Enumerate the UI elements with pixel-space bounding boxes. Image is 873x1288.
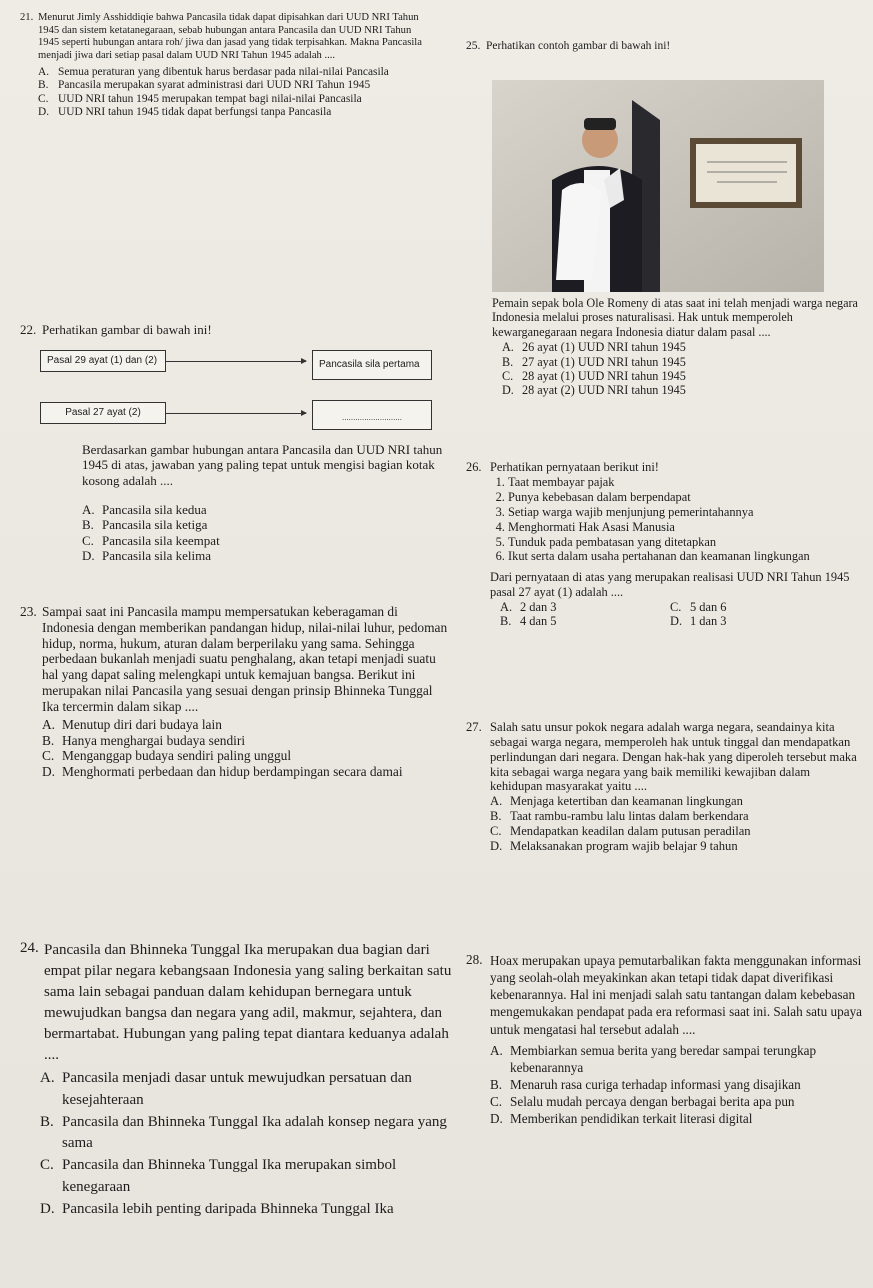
option-a[interactable]: A. Menutup diri dari budaya lain bbox=[42, 716, 222, 732]
option-d[interactable]: D. 28 ayat (2) UUD NRI tahun 1945 bbox=[502, 383, 686, 398]
option-c[interactable]: C. UUD NRI tahun 1945 merupakan tempat bagi nilai-nilai Pancasila bbox=[38, 92, 362, 105]
question-text: Perhatikan contoh gambar di bawah ini! bbox=[486, 40, 671, 52]
question-number: 23. bbox=[20, 604, 37, 619]
option-d[interactable]: D. Memberikan pendidikan terkait literasi digital bbox=[490, 1111, 753, 1127]
option-c[interactable]: C. Selalu mudah percaya dengan berbagai berita apa pun bbox=[490, 1094, 795, 1110]
question-text: Salah satu unsur pokok negara adalah warga negara, seandainya kita sebagai warga negara, memperoleh hak untuk tinggal dan mendapatkan perlindungan dari negara. Dengan hak-hak yang diperoleh tersebut maka kita sebagai warga negara yang baik memiliki kewajiban dalam kehidupan masyarakat yaitu .... bbox=[490, 720, 857, 794]
question-number: 21. bbox=[20, 12, 34, 23]
question-text: Perhatikan gambar di bawah ini! bbox=[42, 322, 212, 337]
question-22-text: Berdasarkan gambar hubungan antara Pancasila dan UUD NRI tahun 1945 di atas, jawaban yang paling tepat untuk mengisi bagian kotak kosong adalah .... bbox=[82, 442, 443, 488]
question-22 bbox=[20, 322, 460, 338]
option-b[interactable]: B. 27 ayat (1) UUD NRI tahun 1945 bbox=[502, 354, 686, 369]
option-d[interactable]: D. UUD NRI tahun 1945 tidak dapat berfungsi tanpa Pancasila bbox=[38, 106, 332, 119]
photo-illustration bbox=[492, 80, 824, 292]
question-text: Pancasila dan Bhinneka Tunggal Ika merupakan dua bagian dari empat pilar negara kebangsaan Indonesia yang saling berkaitan satu sama lain sebagai panduan dalam kehidupan bernegara untuk mewujudkan bangsa dan negara yang adil, makmur, sejahtera, dan bermartabat. Hubungan yang paling tepat diantara keduanya adalah .... bbox=[44, 942, 452, 1063]
left-column bbox=[20, 12, 460, 1217]
option-a[interactable]: A. Membiarkan semua berita yang beredar sampai terungkap kebenarannya bbox=[490, 1042, 817, 1075]
option-d[interactable]: D. Menghormati perbedaan dan hidup berdampingan secara damai bbox=[42, 764, 403, 780]
question-text: Sampai saat ini Pancasila mampu mempersatukan keberagaman di Indonesia dengan memberikan pandangan hidup, nilai-nilai luhur, pedoman hidup, norma, hukum, aturan dalam berperilaku yang sama. Sehingga perbedaan bukanlah menjadi suatu penghalang, akan tetapi menjadi suatu hal yang dapat saling melengkapi untuk kemajuan bangsa. Berikut ini merupakan nilai Pancasila yang sesuai dengan prinsip Bhinneka Tunggal Ika tercermin dalam sikap .... bbox=[42, 604, 448, 714]
option-c[interactable]: C. Pancasila sila keempat bbox=[82, 532, 220, 548]
option-d[interactable]: D. Pancasila sila kelima bbox=[82, 547, 212, 563]
question-28 bbox=[466, 952, 868, 1128]
question-text: Pemain sepak bola Ole Romeny di atas saat ini telah menjadi warga negara Indonesia melalui proses naturalisasi. Hak untuk memperoleh kewarganegaraan negara Indonesia diatur dalam pasal .... bbox=[492, 296, 858, 339]
option-b[interactable]: B. Pancasila dan Bhinneka Tunggal Ika adalah konsep negara yang sama bbox=[40, 1113, 447, 1152]
diagram-arrow bbox=[166, 413, 306, 414]
question-25 bbox=[466, 40, 861, 52]
option-c[interactable]: C. Pancasila dan Bhinneka Tunggal Ika merupakan simbol kenegaraan bbox=[40, 1157, 397, 1195]
statement-list bbox=[490, 475, 864, 564]
question-text: Perhatikan pernyataan berikut ini! bbox=[490, 460, 659, 474]
question-number: 24. bbox=[20, 940, 39, 956]
diagram-box-empty: ........................... bbox=[312, 400, 432, 430]
option-b[interactable]: B. Pancasila sila ketiga bbox=[82, 517, 208, 533]
option-c[interactable]: C. 5 dan 6 bbox=[670, 599, 727, 614]
option-a[interactable]: A. 2 dan 3 bbox=[500, 599, 557, 614]
option-a[interactable]: A. Pancasila sila kedua bbox=[82, 502, 207, 517]
question-24 bbox=[20, 940, 460, 1220]
option-b[interactable]: B. Taat rambu-rambu lalu lintas dalam berkendara bbox=[490, 809, 749, 824]
option-d[interactable]: D. Pancasila lebih penting daripada Bhinneka Tunggal Ika bbox=[40, 1200, 394, 1217]
statement-item: 6. Ikut serta dalam usaha pertahanan dan keamanan lingkungan bbox=[508, 549, 864, 564]
option-c[interactable]: C. Mendapatkan keadilan dalam putusan peradilan bbox=[490, 824, 751, 839]
statement-item: 4. Menghormati Hak Asasi Manusia bbox=[508, 520, 864, 535]
question-27 bbox=[466, 720, 866, 854]
statement-item: 2. Punya kebebasan dalam berpendapat bbox=[508, 490, 864, 505]
option-b[interactable]: B. 4 dan 5 bbox=[500, 614, 557, 629]
question-number: 27. bbox=[466, 720, 482, 734]
question-25-body bbox=[492, 296, 864, 398]
question-text: Hoax merupakan upaya pemutarbalikan fakta menggunakan informasi yang seolah-olah meyakinkan akan tetapi tidak dapat diverifikasi kebenarannya. Hal ini menjadi salah satu tantangan dalam kebebasan mengemukakan pendapat pada era reformasi saat ini. Salah satu upaya untuk mengatasi hal tersebut adalah .... bbox=[490, 953, 863, 1037]
naturalization-photo bbox=[492, 80, 824, 292]
option-a[interactable]: A. Semua peraturan yang dibentuk harus berdasar pada nilai-nilai Pancasila bbox=[38, 66, 389, 78]
question-26-options bbox=[500, 600, 864, 629]
diagram-pancasila-uud bbox=[20, 350, 460, 430]
statement-item: 3. Setiap warga wajib menjunjung pemerintahannya bbox=[508, 505, 864, 520]
question-23 bbox=[20, 604, 460, 780]
statement-item: 5. Tunduk pada pembatasan yang ditetapkan bbox=[508, 535, 864, 550]
question-text-2: Dari pernyataan di atas yang merupakan realisasi UUD NRI Tahun 1945 pasal 27 ayat (1) adalah .... bbox=[490, 570, 850, 599]
question-26 bbox=[466, 460, 864, 629]
option-a[interactable]: A. Menjaga ketertiban dan keamanan lingkungan bbox=[490, 794, 743, 809]
option-c[interactable]: C. 28 ayat (1) UUD NRI tahun 1945 bbox=[502, 368, 686, 383]
question-number: 25. bbox=[466, 40, 481, 52]
option-a[interactable]: A. Pancasila menjadi dasar untuk mewujudkan persatuan dan kesejahteraan bbox=[40, 1070, 412, 1108]
question-number: 26. bbox=[466, 460, 482, 474]
option-b[interactable]: B. Pancasila merupakan syarat administrasi dari UUD NRI Tahun 1945 bbox=[38, 79, 371, 92]
option-d[interactable]: D. Melaksanakan program wajib belajar 9 tahun bbox=[490, 838, 738, 853]
question-text: Menurut Jimly Asshiddiqie bahwa Pancasila tidak dapat dipisahkan dari UUD NRI Tahun 1945 dan sistem ketatanegaraan, sebab hubungan antara Pancasila dan UUD NRI Tahun 1945 seperti hubungan antara roh/ jiwa dan jasad yang tidak terpisahkan. Makna Pancasila menjadi jiwa dari setiap pasal dalam UUD NRI Tahun 1945 adalah .... bbox=[38, 12, 422, 61]
statement-item: 1. Taat membayar pajak bbox=[508, 475, 864, 490]
option-d[interactable]: D. 1 dan 3 bbox=[670, 614, 727, 629]
question-22-options bbox=[82, 502, 462, 563]
option-b[interactable]: B. Hanya menghargai budaya sendiri bbox=[42, 732, 246, 748]
diagram-box-sila-pertama: Pancasila sila pertama bbox=[312, 350, 432, 380]
option-a[interactable]: A. 26 ayat (1) UUD NRI tahun 1945 bbox=[502, 340, 686, 355]
diagram-box-pasal-29: Pasal 29 ayat (1) dan (2) bbox=[40, 350, 166, 372]
diagram-box-pasal-27: Pasal 27 ayat (2) bbox=[40, 402, 166, 424]
question-number: 28. bbox=[466, 952, 483, 967]
option-c[interactable]: C. Menganggap budaya sendiri paling unggul bbox=[42, 748, 292, 764]
option-b[interactable]: B. Menaruh rasa curiga terhadap informasi yang disajikan bbox=[490, 1077, 801, 1093]
question-21 bbox=[20, 12, 460, 120]
right-column bbox=[466, 40, 861, 52]
question-number: 22. bbox=[20, 322, 37, 337]
diagram-arrow bbox=[166, 361, 306, 362]
